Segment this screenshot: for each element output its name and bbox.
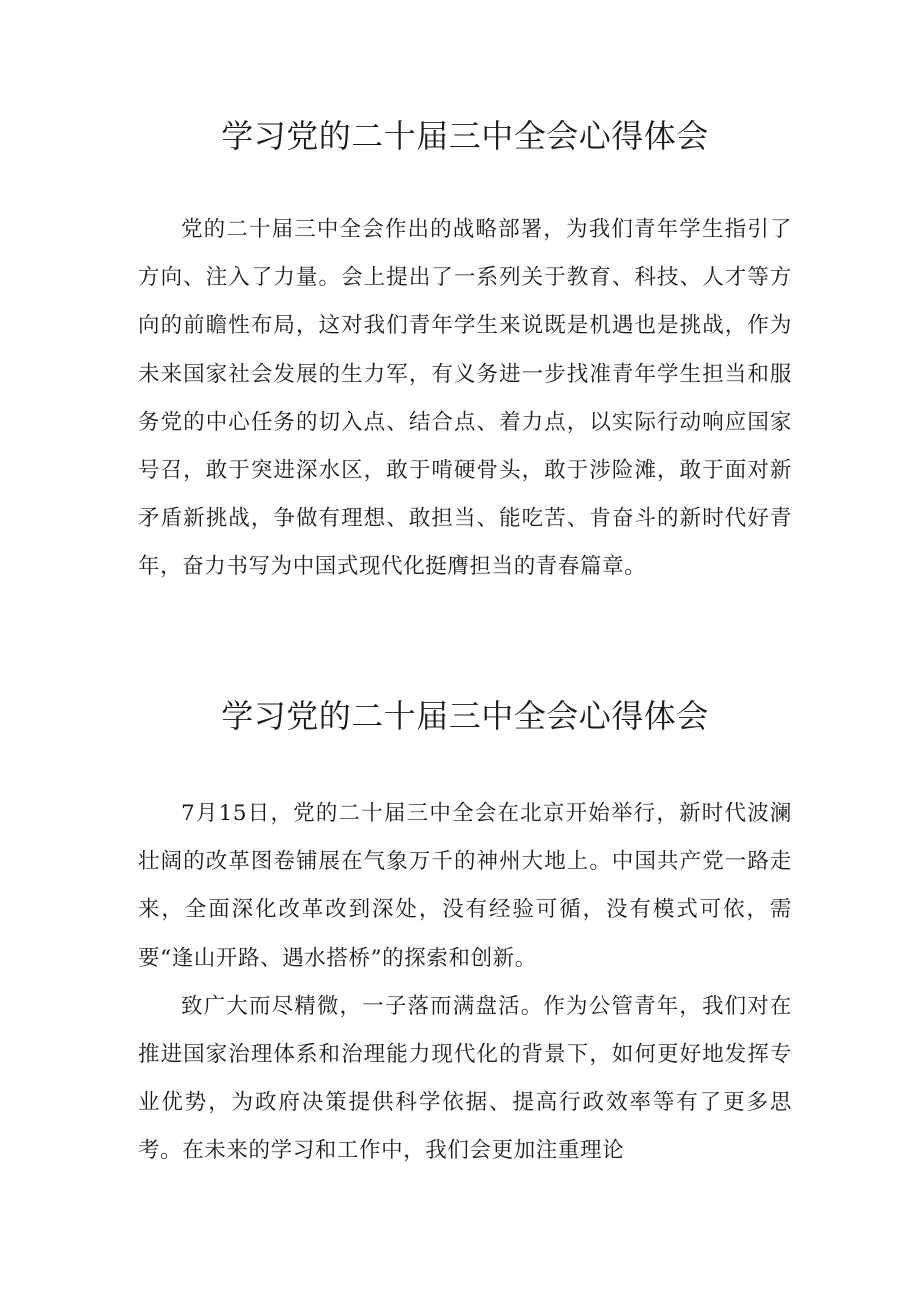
paragraph: 党的二十届三中全会作出的战略部署，为我们青年学生指引了方向、注入了力量。会上提出了一系列关于教育、科技、人才等方向的前瞻性布局，这对我们青年学生来说既是机遇也是挑战，作为未来国家社会发展的生力军，有义务进一步找准青年学生担当和服务党的中心任务的切入点、结合点、着力点，以实际行动响应国家号召，敢于突进深水区，敢于啃硬骨头，敢于涉险滩，敢于面对新矛盾新挑战，争做有理想、敢担当、能吃苦、肯奋斗的新时代好青年，奋力书写为中国式现代化挺膺担当的青春篇章。: [138, 217, 792, 580]
article-title: 学习党的二十届三中全会心得体会: [221, 697, 709, 735]
article-title: 学习党的二十届三中全会心得体会: [221, 117, 709, 155]
article-section-2: [138, 692, 792, 1176]
paragraph: 致广大而尽精微，一子落而满盘活。作为公管青年，我们对在推进国家治理体系和治理能力现代化的背景下，如何更好地发挥专业优势，为政府决策提供科学依据、提高行政效率等有了更多思考。在未来的学习和工作中，我们会更加注重理论: [138, 993, 792, 1164]
article-body: [138, 790, 792, 1176]
article-body: [138, 206, 792, 592]
article-section-1: [138, 112, 792, 592]
paragraph: 7月15日，党的二十届三中全会在北京开始举行，新时代波澜壮阔的改革图卷铺展在气象万千的神州大地上。中国共产党一路走来，全面深化改革改到深处，没有经验可循，没有模式可依，需要“逢山开路、遇水搭桥”的探索和创新。: [138, 801, 792, 971]
